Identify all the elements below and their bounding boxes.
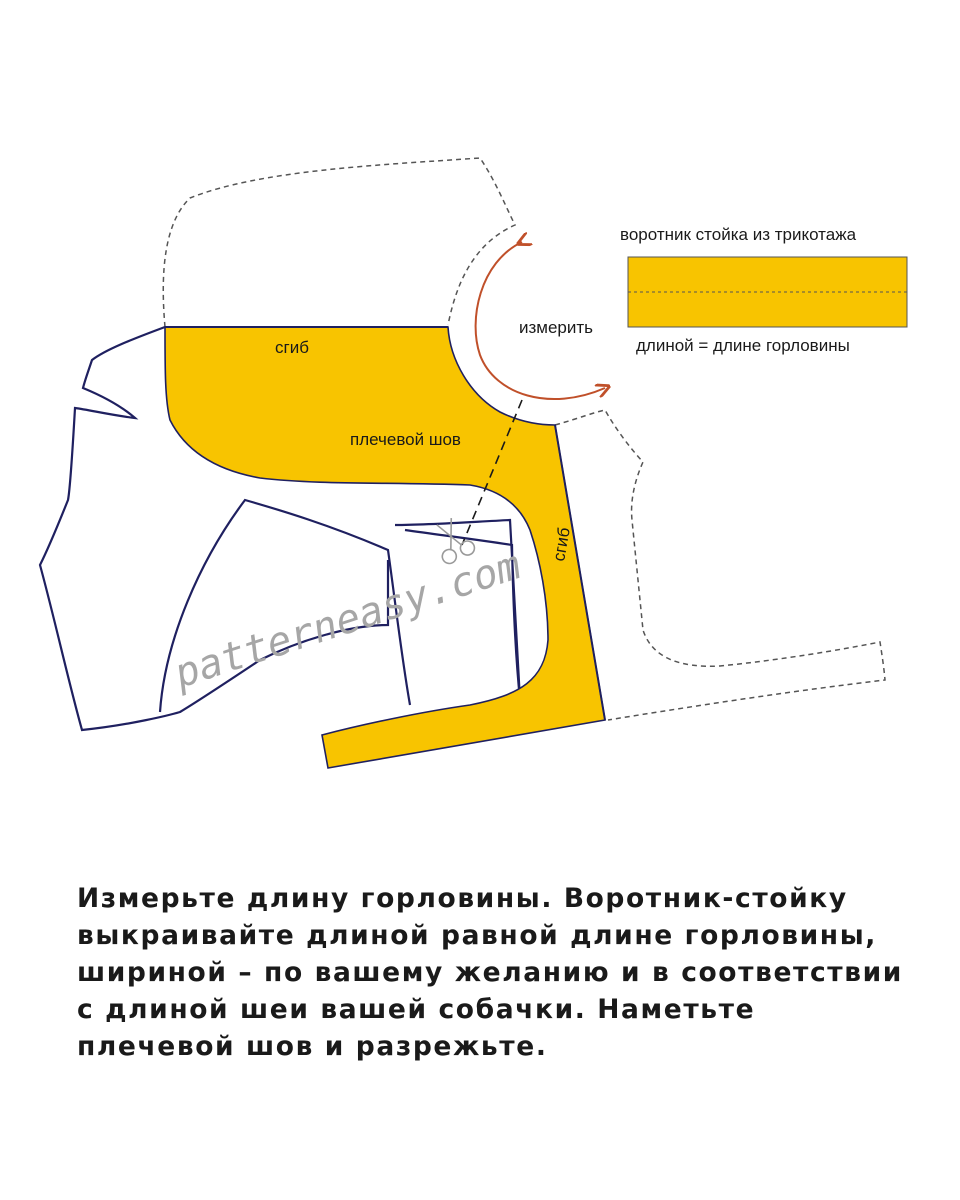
watermark: patterneasy.com <box>168 542 527 698</box>
dashed-outline-top <box>163 158 515 327</box>
dashed-outline-right <box>555 410 885 720</box>
fold-label-side: сгиб <box>549 525 574 563</box>
collar-length-label: длиной = длине горловины <box>636 336 850 355</box>
measure-label: измерить <box>519 318 594 337</box>
instruction-text: Измерьте длину горловины. Воротник-стойку выкраивайте длиной равной длине горловины, шириной – по вашему желанию и в соответствии с длиной шеи вашей собачки. Наметьте плечевой шов и разрежьте. <box>77 883 903 1062</box>
collar-label: воротник стойка из трикотажа <box>620 225 857 244</box>
shoulder-seam-label: плечевой шов <box>350 430 461 449</box>
body-piece-fill <box>165 327 605 768</box>
fold-label-top: сгиб <box>275 338 309 357</box>
